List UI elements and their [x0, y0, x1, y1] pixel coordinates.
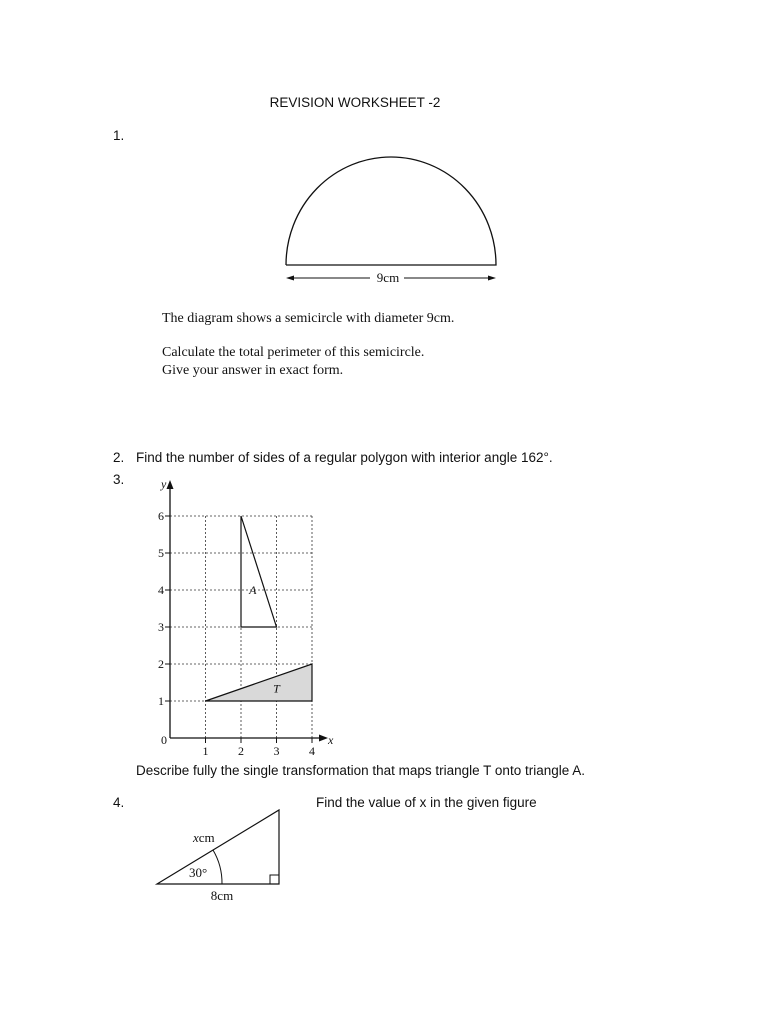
coordinate-grid-diagram: [140, 472, 350, 757]
tick-marks: [165, 516, 312, 743]
y-tick-label: 6: [158, 509, 164, 523]
x-axis-label: x: [328, 733, 334, 747]
question-1-description: The diagram shows a semicircle with diameter 9cm.: [162, 311, 455, 326]
x-tick-label: 3: [273, 744, 280, 757]
y-tick-label: 4: [158, 583, 164, 597]
angle-arc: [213, 850, 222, 884]
triangle-t: [206, 664, 313, 701]
question-2-text: Find the number of sides of a regular polygon with interior angle 162°.: [136, 450, 553, 465]
question-1-answer-form: Give your answer in exact form.: [162, 363, 344, 378]
right-triangle-shape: [157, 810, 279, 884]
semicircle-shape: [286, 157, 496, 265]
right-angle-marker: [270, 875, 279, 884]
hypotenuse-label: xcm: [193, 830, 215, 845]
page-title: REVISION WORKSHEET -2: [269, 95, 441, 110]
x-tick-label: 1: [202, 744, 209, 757]
x-tick-label: 2: [238, 744, 244, 757]
y-tick-label: 3: [158, 620, 164, 634]
diameter-arrowhead-left: [286, 276, 294, 281]
angle-label: 30°: [189, 865, 208, 880]
origin-label: 0: [161, 733, 167, 747]
y-axis-arrowhead: [167, 480, 174, 489]
diameter-label: 9cm: [376, 270, 400, 285]
x-tick-label: 4: [309, 744, 315, 757]
question-1-number: 1.: [113, 128, 125, 143]
y-tick-label: 1: [158, 694, 164, 708]
y-tick-label: 2: [158, 657, 164, 671]
y-axis-label: y: [161, 477, 167, 491]
semicircle-diagram: [280, 150, 505, 290]
right-triangle-diagram: [150, 805, 290, 905]
diameter-arrowhead-right: [488, 276, 496, 281]
question-3-number: 3.: [113, 472, 125, 487]
question-2-number: 2.: [113, 450, 125, 465]
question-4-text: Find the value of x in the given figure: [316, 795, 537, 810]
x-axis-arrowhead: [319, 735, 328, 742]
triangle-a-label: A: [249, 583, 257, 597]
axes: [167, 480, 329, 742]
base-label: 8cm: [210, 888, 234, 903]
y-tick-label: 5: [158, 546, 164, 560]
triangle-a: [241, 516, 277, 627]
question-3-text: Describe fully the single transformation that maps triangle T onto triangle A.: [136, 763, 585, 778]
question-4-number: 4.: [113, 795, 125, 810]
triangle-t-label: T: [273, 681, 280, 696]
question-1-instruction: Calculate the total perimeter of this semicircle.: [162, 345, 425, 360]
